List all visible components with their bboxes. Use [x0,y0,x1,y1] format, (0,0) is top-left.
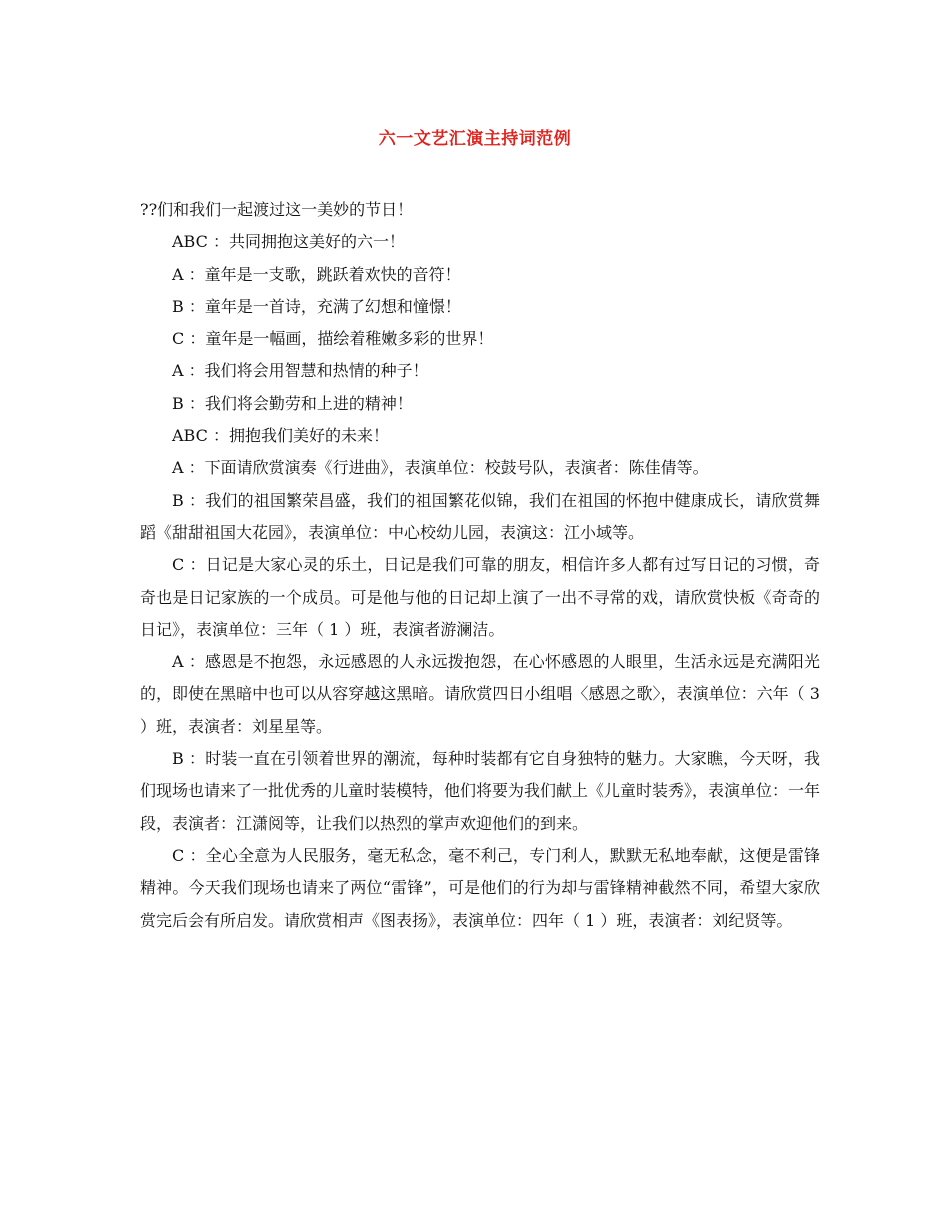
paragraph: B ：时装一直在引领着世界的潮流，每种时装都有它自身独特的魅力。大家瞧，今天呀，我们现场也请来了一批优秀的儿童时装模特，他们将要为我们献上《儿童时装秀》，表演单位：一年段，表演者：江潇阅等，让我们以热烈的掌声欢迎他们的到来。 [140,749,821,833]
paragraph: A ：童年是一支歌，跳跃着欢快的音符！ [172,264,461,284]
paragraph: A ：我们将会用智慧和热情的种子！ [172,361,429,381]
paragraph: ??们和我们一起渡过这一美妙的节日！ [140,200,414,219]
paragraph: ABC ：拥抱我们美好的未来！ [172,426,389,446]
paragraph: C ：日记是大家心灵的乐土，日记是我们可靠的朋友，相信许多人都有过写日记的习惯，奇奇也是日记家族的一个成员。可是他与他的日记却上演了一出不寻常的戏，请欣赏快板《奇奇的日记》，表演单位：三年（ 1 ）班，表演者游澜洁。 [140,555,820,639]
paragraph: B ：我们的祖国繁荣昌盛，我们的祖国繁花似锦，我们在祖国的怀抱中健康成长，请欣赏舞蹈《甜甜祖国大花园》，表演单位：中心校幼儿园，表演这：江小域等。 [140,490,820,542]
paragraph: A ：下面请欣赏演奏《行进曲》，表演单位：校鼓号队，表演者：陈佳倩等。 [172,458,709,478]
paragraph: ABC ：共同拥抱这美好的六一！ [172,232,405,252]
paragraph: B ：童年是一首诗，充满了幻想和憧憬！ [172,296,461,316]
paragraph: C ：全心全意为人民服务，毫无私念，毫不利己，专门利人，默默无私地奉献，这便是雷锋精神。今天我们现场也请来了两位“雷锋”，可是他们的行为却与雷锋精神截然不同，希望大家欣赏完后会有所启发。请欣赏相声《图表扬》，表演单位：四年（ 1 ）班，表演者：刘纪贤等。 [140,845,820,930]
document-body [140,194,820,937]
document-title: 六一文艺汇演主持词范例 [378,129,572,149]
paragraph: B ：我们将会勤劳和上进的精神！ [172,393,413,413]
paragraph: C ：童年是一幅画，描绘着稚嫩多彩的世界！ [172,329,494,349]
paragraph: A ：感恩是不抱怨，永远感恩的人永远拨抱怨，在心怀感恩的人眼里，生活永远是充满阳光的，即使在黑暗中也可以从容穿越这黑暗。请欣赏四日小组唱〈感恩之歌〉，表演单位：六年（ 3 ）班，表演者：刘星星等。 [140,652,820,736]
